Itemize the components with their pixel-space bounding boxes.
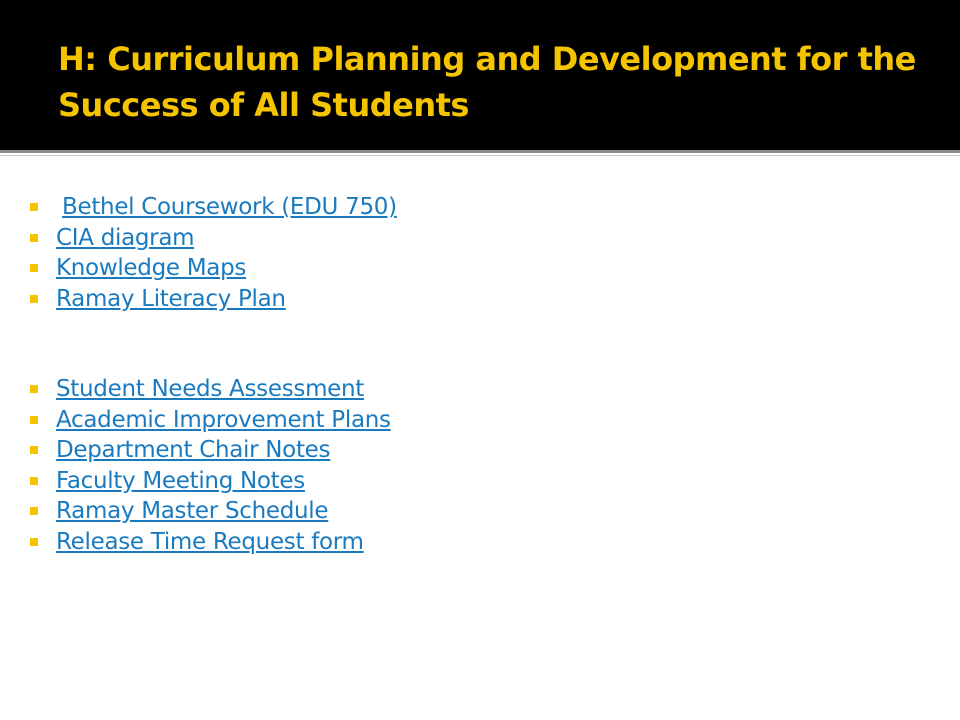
list-item <box>30 496 397 527</box>
slide-title: H: Curriculum Planning and Development for the Success of All Students <box>58 40 916 124</box>
link-department-chair-notes[interactable]: Department Chair Notes <box>56 437 331 464</box>
list-item <box>30 374 397 405</box>
link-bethel-coursework[interactable]: Bethel Coursework (EDU 750) <box>62 194 397 221</box>
link-knowledge-maps[interactable]: Knowledge Maps <box>56 255 247 282</box>
square-bullet-icon <box>30 234 38 242</box>
square-bullet-icon <box>30 538 38 546</box>
list-item <box>30 466 397 497</box>
link-list <box>30 192 397 557</box>
list-item <box>30 284 397 315</box>
link-academic-improvement-plans[interactable]: Academic Improvement Plans <box>56 406 391 433</box>
list-spacer <box>30 314 397 374</box>
title-divider <box>0 150 960 153</box>
square-bullet-icon <box>30 507 38 515</box>
link-student-needs-assessment[interactable]: Student Needs Assessment <box>56 376 365 403</box>
list-item <box>30 253 397 284</box>
link-cia-diagram[interactable]: CIA diagram <box>56 224 195 251</box>
square-bullet-icon <box>30 264 38 272</box>
square-bullet-icon <box>30 416 38 424</box>
list-item <box>30 405 397 436</box>
square-bullet-icon <box>30 203 38 211</box>
list-item <box>30 223 397 254</box>
title-bar <box>0 0 960 150</box>
square-bullet-icon <box>30 385 38 393</box>
link-release-time-request-form[interactable]: Release Time Request form <box>56 528 364 555</box>
link-ramay-master-schedule[interactable]: Ramay Master Schedule <box>56 498 329 525</box>
link-faculty-meeting-notes[interactable]: Faculty Meeting Notes <box>56 467 305 494</box>
square-bullet-icon <box>30 477 38 485</box>
list-item <box>30 527 397 558</box>
link-ramay-literacy-plan[interactable]: Ramay Literacy Plan <box>56 285 286 312</box>
list-item <box>30 192 397 223</box>
list-item <box>30 435 397 466</box>
square-bullet-icon <box>30 446 38 454</box>
square-bullet-icon <box>30 295 38 303</box>
title-divider-thin <box>0 155 960 156</box>
